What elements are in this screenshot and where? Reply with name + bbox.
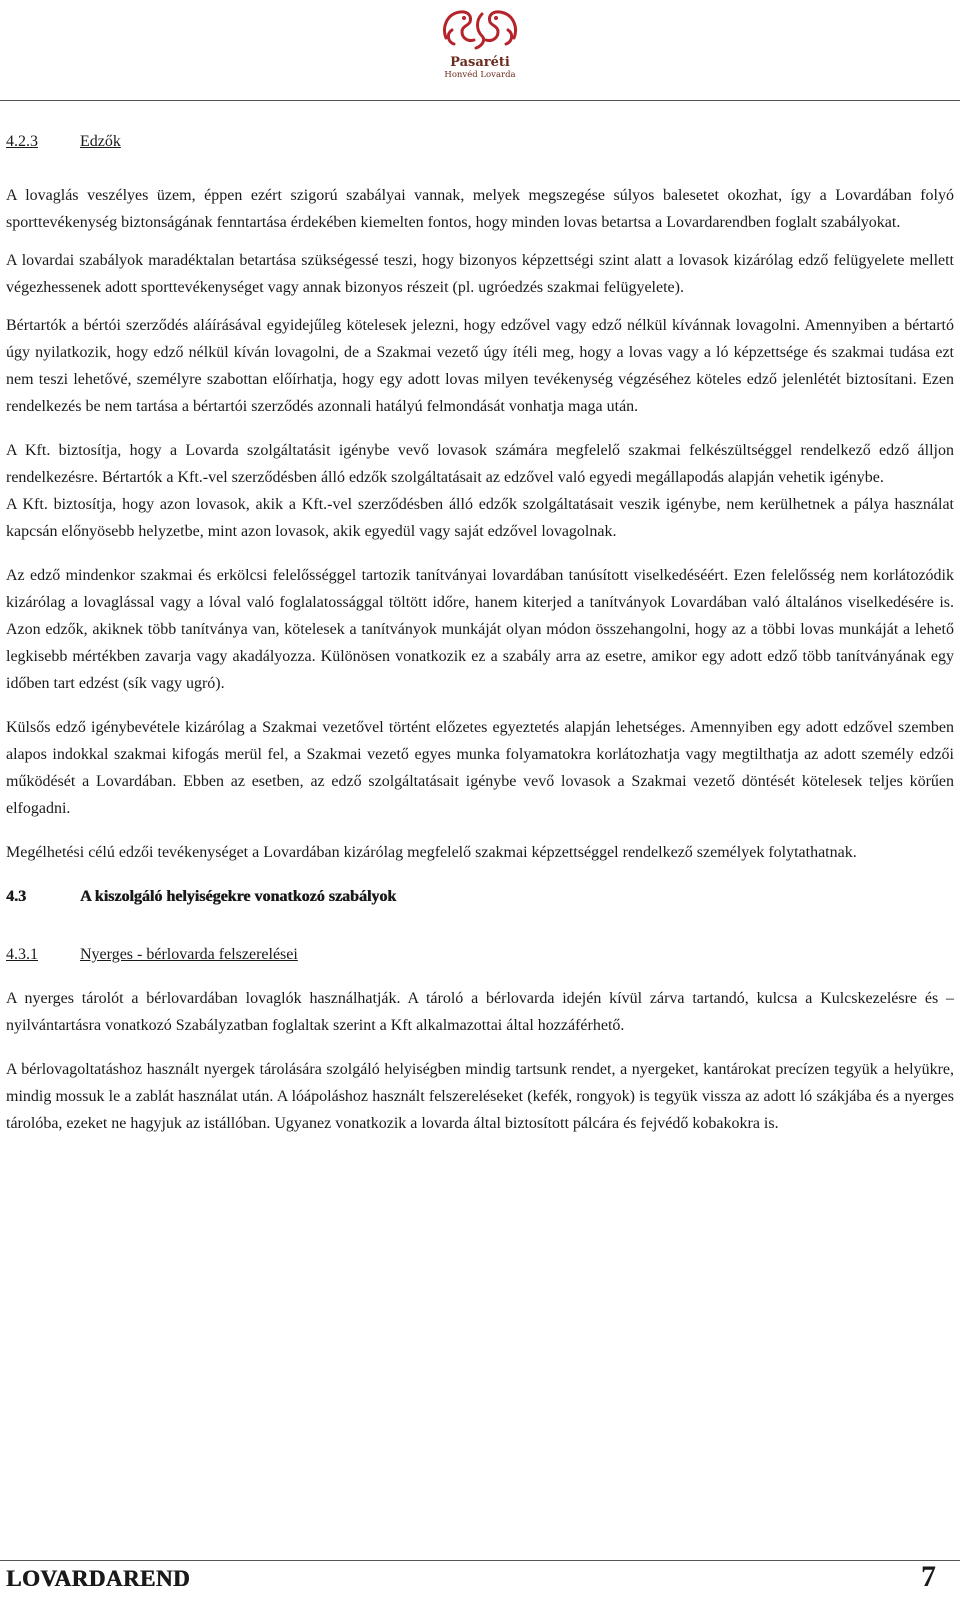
section-number: 4.3 <box>6 888 26 905</box>
paragraph: A bérlovagoltatáshoz használt nyergek tárolására szolgáló helyiségben mindig tartsunk rendet, a nyergeket, kantárokat precízen tegyük a helyükre, mindig mossuk le a zablát használat után. A lóápoláshoz használt felszereléseket (kefék, rongyok) is tegyük vissza az adott ló szákjába és a nyerges tárolóba, ezeket ne hagyjuk az istállóban. Ugyanez vonatkozik a lovarda által biztosított pálcára és fejvédő kobakokra is. <box>6 1061 954 1132</box>
page-number: 7 <box>921 1560 936 1593</box>
page-body <box>6 128 954 1137</box>
header-logo <box>428 4 532 84</box>
section-4-3-1-heading <box>6 941 954 968</box>
horse-heads-emblem-icon <box>432 4 528 56</box>
logo-subtitle: Honvéd Lovarda <box>444 70 516 80</box>
paragraph: Bértartók a bértói szerződés aláírásával egyidejűleg kötelesek jelezni, hogy edzővel vagy edző nélkül kívánnak lovagolni. Amennyiben a bértartó úgy nyilatkozik, hogy edző nélkül kíván lovagolni, de a Szakmai vezető úgy ítéli meg, hogy a lovas vagy a ló képzettsége és szakmai tudása ezt nem teszi lehetővé, személyre szabottan előírhatja, hogy egy adott lovas milyen tevékenység végzéséhez köteles edző jelenlétét biztosítani. Ezen rendelkezés be nem tartása a bértartói szerződés azonnali hatályú felmondását vonhatja maga után. <box>6 317 954 415</box>
section-number: 4.2.3 <box>6 133 38 150</box>
header-divider <box>0 100 960 101</box>
paragraph: Megélhetési célú edzői tevékenységet a Lovardában kizárólag megfelelő szakmai képzettséggel rendelkező személyek folytathatnak. <box>6 844 857 861</box>
logo-name: Pasaréti <box>450 55 510 70</box>
paragraph: Az edző mindenkor szakmai és erkölcsi felelősséggel tartozik tanítványai lovardában tanúsított viselkedéséért. Ezen felelősség nem korlátozódik kizárólag a lovaglással vagy a lóval való foglalatossággal töltött időre, hanem kiterjed a tanítványok Lovardában való általános viselkedésére is. Azon edzők, akiknek több tanítványa van, kötelesek a tanítványok munkáját olyan módon összehangolni, hogy az a többi lovas munkáját a lehető legkisebb mértékben zavarja vagy akadályozza. Különösen vonatkozik ez a szabály arra az esetre, amikor egy adott edző több tanítványának egy időben tart edzést (sík vagy ugró). <box>6 567 954 692</box>
section-title: A kiszolgáló helyiségekre vonatkozó szabályok <box>80 888 397 905</box>
paragraph: A lovardai szabályok maradéktalan betartása szükségessé teszi, hogy bizonyos képzettségi szint alatt a lovasok kizárólag edző felügyelete mellett végezhessenek adott sporttevékenységet vagy annak bizonyos részeit (pl. ugróedzés szakmai felügyelete). <box>6 252 954 296</box>
section-4-3-heading <box>6 883 954 910</box>
paragraph: A Kft. biztosítja, hogy azon lovasok, akik a Kft.-vel szerződésben álló edzők szolgáltatásait veszik igénybe, nem kerülhetnek a pálya használat kapcsán előnyösebb helyzetbe, mint azon lovasok, akik egyedül vagy saját edzővel lovagolnak. <box>6 496 954 540</box>
section-title: Nyerges - bérlovarda felszerelései <box>80 946 298 963</box>
section-4-2-3-heading <box>6 128 954 155</box>
paragraph: A lovaglás veszélyes üzem, éppen ezért szigorú szabályai vannak, melyek megszegése súlyos balesetet okozhat, így a Lovardában folyó sporttevékenység biztonságának fenntartása érdekében kiemelten fontos, hogy minden lovas betartsa a Lovardarendben foglalt szabályokat. <box>6 187 954 231</box>
section-title: Edzők <box>80 133 121 150</box>
footer-document-title: LOVARDAREND <box>6 1566 190 1591</box>
section-number: 4.3.1 <box>6 946 38 963</box>
paragraph: Külsős edző igénybevétele kizárólag a Szakmai vezetővel történt előzetes egyeztetés alapján lehetséges. Amennyiben egy adott edzővel szemben alapos indokkal szakmai kifogás merül fel, a Szakmai vezető egyes munka folyamatokra korlátozhatja vagy megtilthatja az adott személy edzői működését a Lovardában. Ebben az esetben, az edző szolgáltatásait igénybe vevő lovasok a Szakmai vezető döntését kötelesek teljes körűen elfogadni. <box>6 719 954 817</box>
paragraph: A nyerges tárolót a bérlovardában lovaglók használhatják. A tároló a bérlovarda idején kívül zárva tartandó, kulcsa a Kulcskezelésre és –nyilvántartásra vonatkozó Szabályzatban foglaltak szerint a Kft alkalmazottai által hozzáférhető. <box>6 990 954 1034</box>
paragraph: A Kft. biztosítja, hogy a Lovarda szolgáltatásit igénybe vevő lovasok számára megfelelő szakmai felkészültséggel rendelkező edző álljon rendelkezésre. Bértartók a Kft.-vel szerződésben álló edzők szolgáltatásait az edzővel való egyedi megállapodás alapján vehetik igénybe. <box>6 442 954 486</box>
footer-divider <box>0 1560 960 1561</box>
